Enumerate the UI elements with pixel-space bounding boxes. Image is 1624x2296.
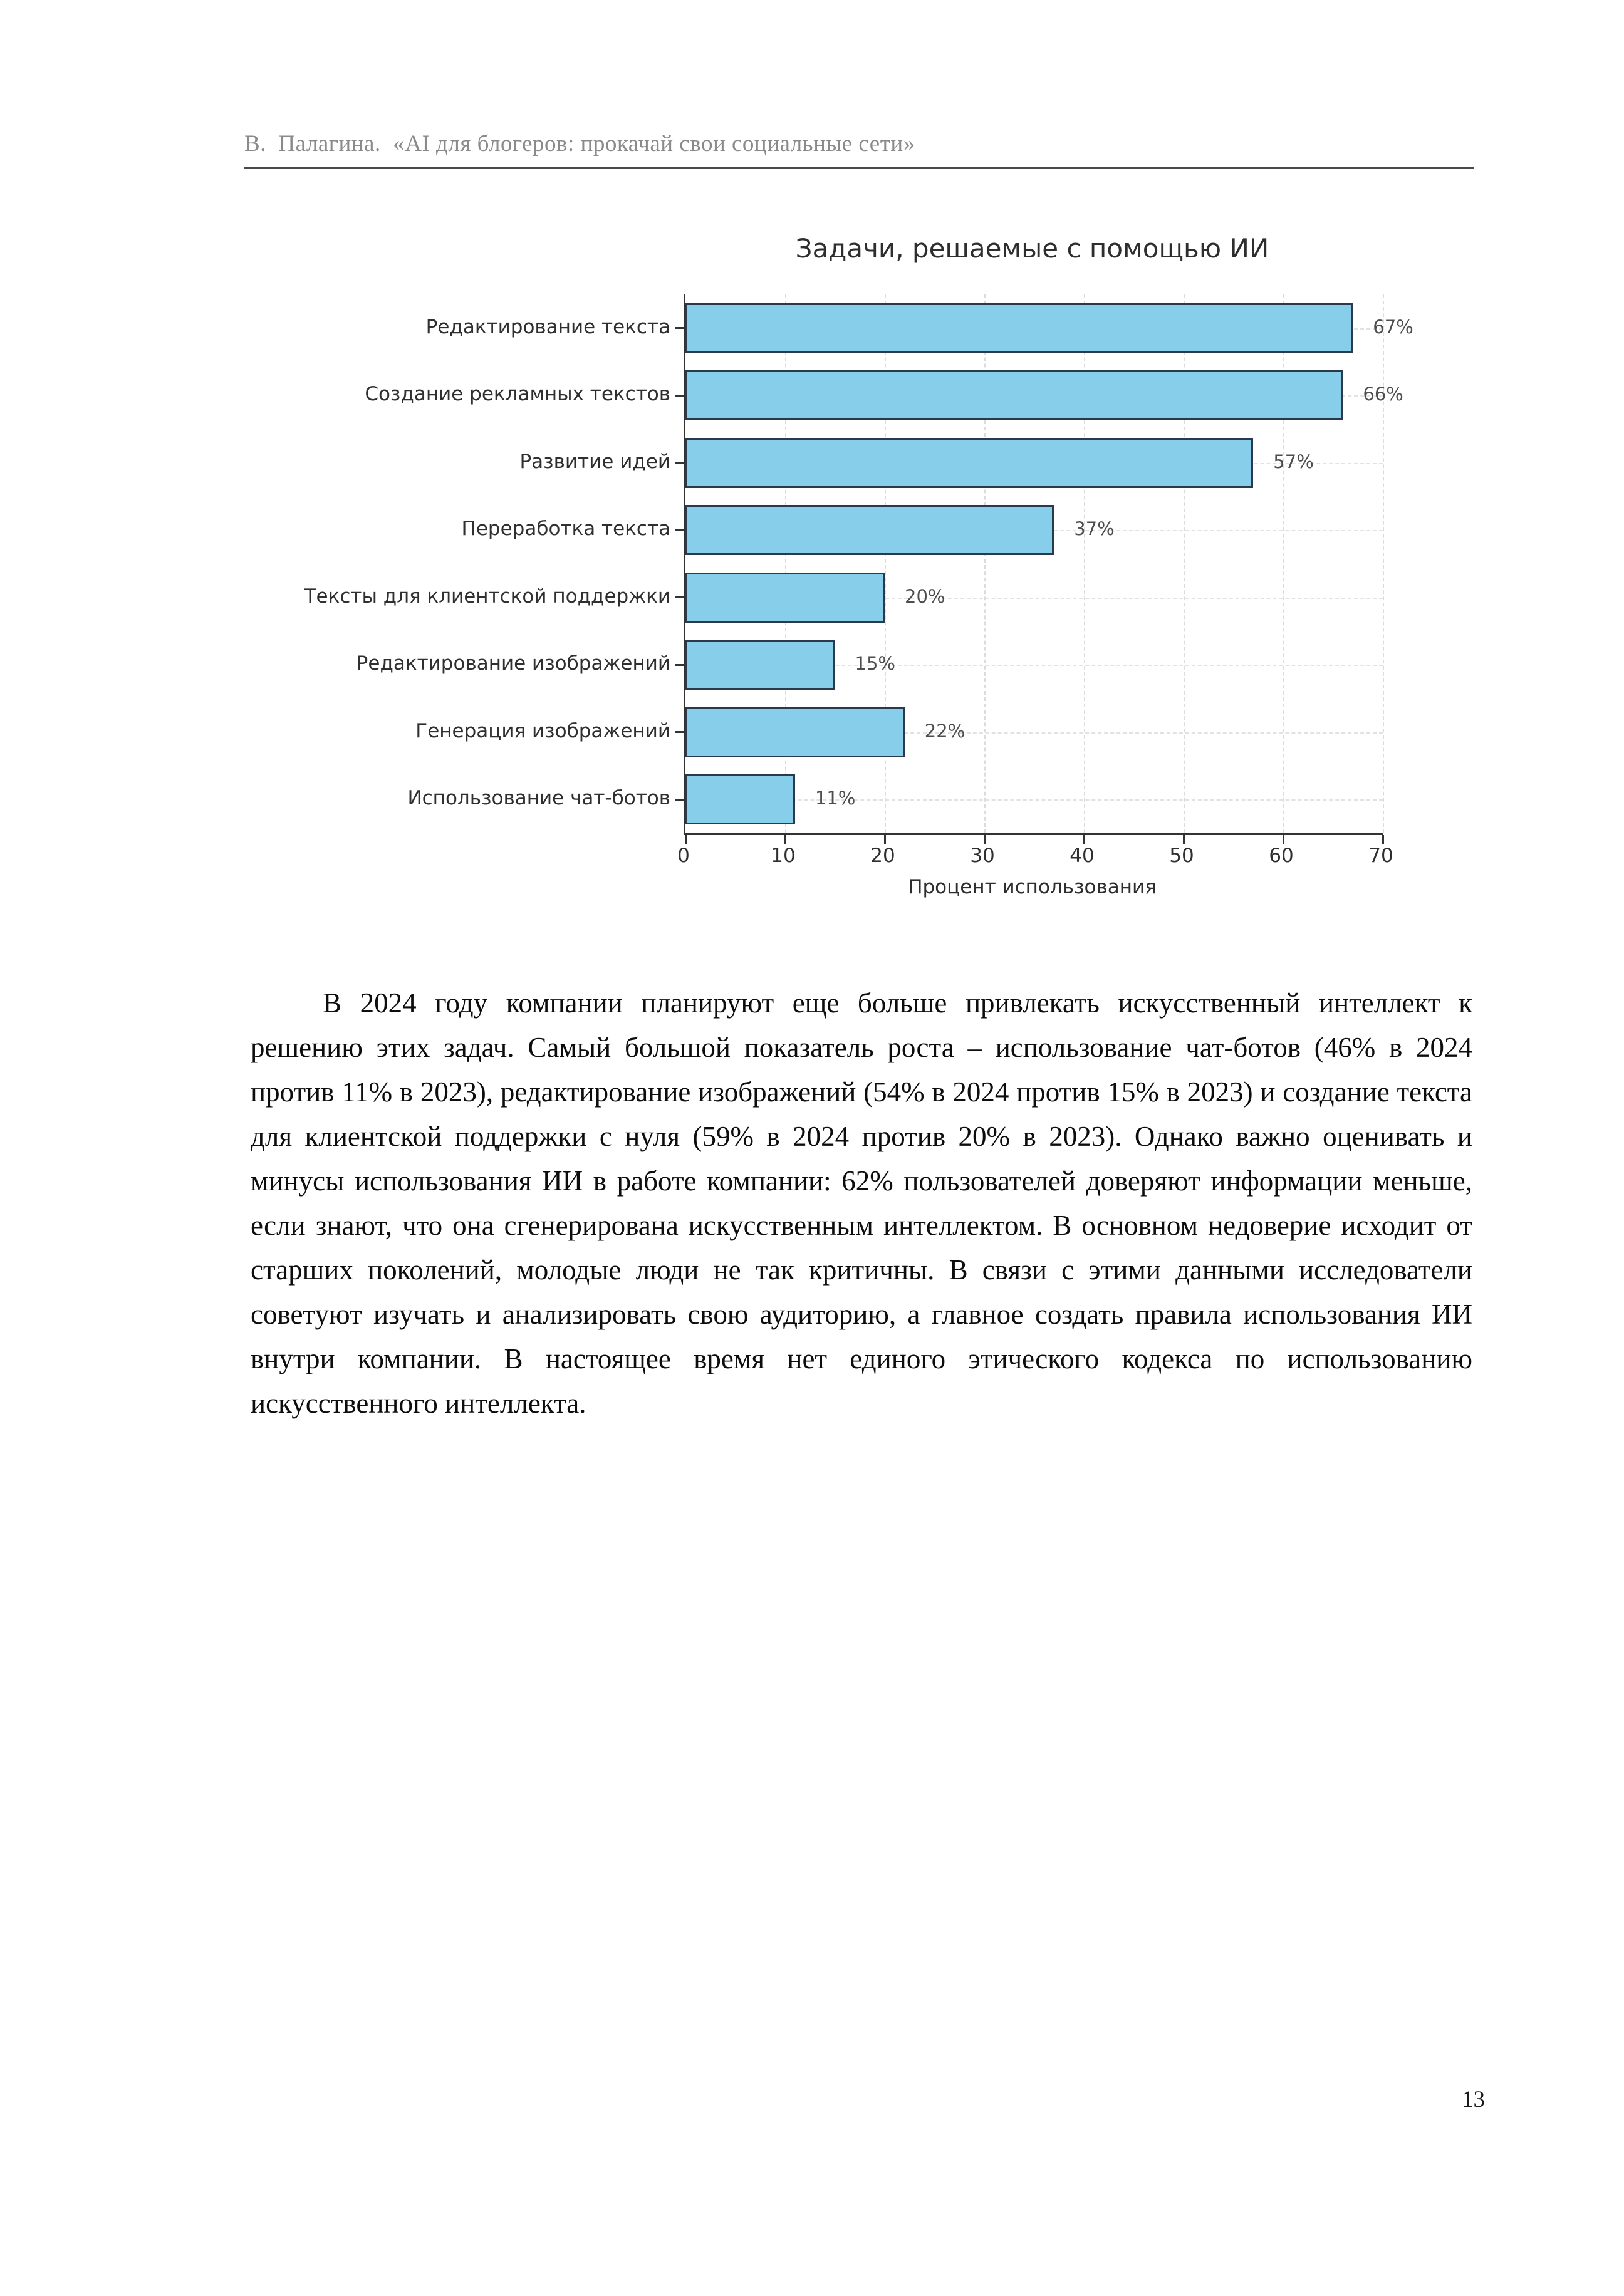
bar-value-label: 57% [1273, 450, 1314, 472]
bar [685, 707, 905, 757]
category-label: Создание рекламных текстов [365, 383, 670, 406]
bar-value-label: 20% [905, 585, 945, 607]
x-tick-mark [1083, 835, 1085, 844]
chart-title: Задачи, решаемые с помощью ИИ [795, 233, 1269, 264]
y-tick-mark [675, 529, 684, 531]
category-label: Редактирование изображений [356, 652, 670, 675]
bar [685, 640, 835, 690]
x-tick-label: 40 [1070, 844, 1095, 867]
bar [685, 505, 1054, 555]
bar [685, 438, 1253, 488]
x-axis-label: Процент использования [908, 876, 1157, 898]
y-tick-mark [675, 596, 684, 598]
x-tick-mark [685, 835, 687, 844]
y-tick-mark [675, 799, 684, 801]
x-tick-mark [1283, 835, 1284, 844]
x-tick-label: 0 [677, 844, 690, 867]
header-title: В. Палагина. «AI для блогеров: прокачай свои социальные сети» [244, 131, 915, 157]
x-tick-mark [784, 835, 786, 844]
x-tick-label: 10 [771, 844, 796, 867]
y-tick-mark [675, 664, 684, 666]
bar-value-label: 15% [855, 653, 895, 675]
bar-value-label: 37% [1074, 518, 1115, 540]
category-label: Генерация изображений [415, 719, 670, 742]
category-label: Тексты для клиентской поддержки [304, 584, 670, 608]
bar-value-label: 22% [924, 720, 966, 742]
y-tick-mark [675, 731, 684, 733]
category-label: Редактирование текста [425, 315, 670, 338]
bar-value-label: 66% [1363, 383, 1403, 405]
x-tick-mark [1183, 835, 1185, 844]
x-tick-mark [984, 835, 986, 844]
bar [685, 573, 885, 623]
bar [685, 303, 1353, 353]
x-tick-label: 60 [1269, 844, 1294, 867]
vertical-gridline [1383, 294, 1384, 833]
x-tick-label: 70 [1368, 844, 1393, 867]
x-tick-label: 20 [870, 844, 895, 867]
y-tick-mark [675, 462, 684, 464]
x-tick-mark [1382, 835, 1384, 844]
x-tick-label: 30 [970, 844, 995, 867]
header-rule [244, 167, 1474, 169]
x-tick-label: 50 [1169, 844, 1194, 867]
page-number: 13 [1462, 2087, 1485, 2112]
bar-value-label: 67% [1373, 316, 1413, 338]
chart-plot-area [684, 294, 1413, 835]
category-label: Использование чат-ботов [407, 787, 670, 810]
category-label: Развитие идей [519, 450, 670, 473]
bar [685, 774, 795, 824]
x-tick-mark [884, 835, 886, 844]
y-tick-mark [675, 327, 684, 329]
bar [685, 370, 1343, 420]
paragraph: В 2024 году компании планируют еще больше привлекать искусственный интеллект к решению этих задач. Самый большой показатель роста – использование чат-ботов (46% в 2024 против 11% в 2023), редактирование изображений (54% в 2024 против 15% в 2023) и создание текста для клиентской поддержки с нуля (59% в 2024 против 20% в 2023). Однако важно оценивать и минусы использования ИИ в работе компании: 62% пользователей доверяют информации меньше, если знают, что она сгенерирована искусственным интеллектом. В основном недоверие исходит от старших поколений, молодые люди не так критичны. В связи с этими данными исследователи советуют изучать и анализировать свою аудиторию, а главное создать правила использования ИИ внутри компании. В настоящее время нет единого этического кодекса по использованию искусственного интеллекта. [251, 987, 1472, 1419]
y-tick-mark [675, 395, 684, 397]
category-label: Переработка текста [461, 517, 670, 541]
bar-value-label: 11% [815, 787, 856, 809]
